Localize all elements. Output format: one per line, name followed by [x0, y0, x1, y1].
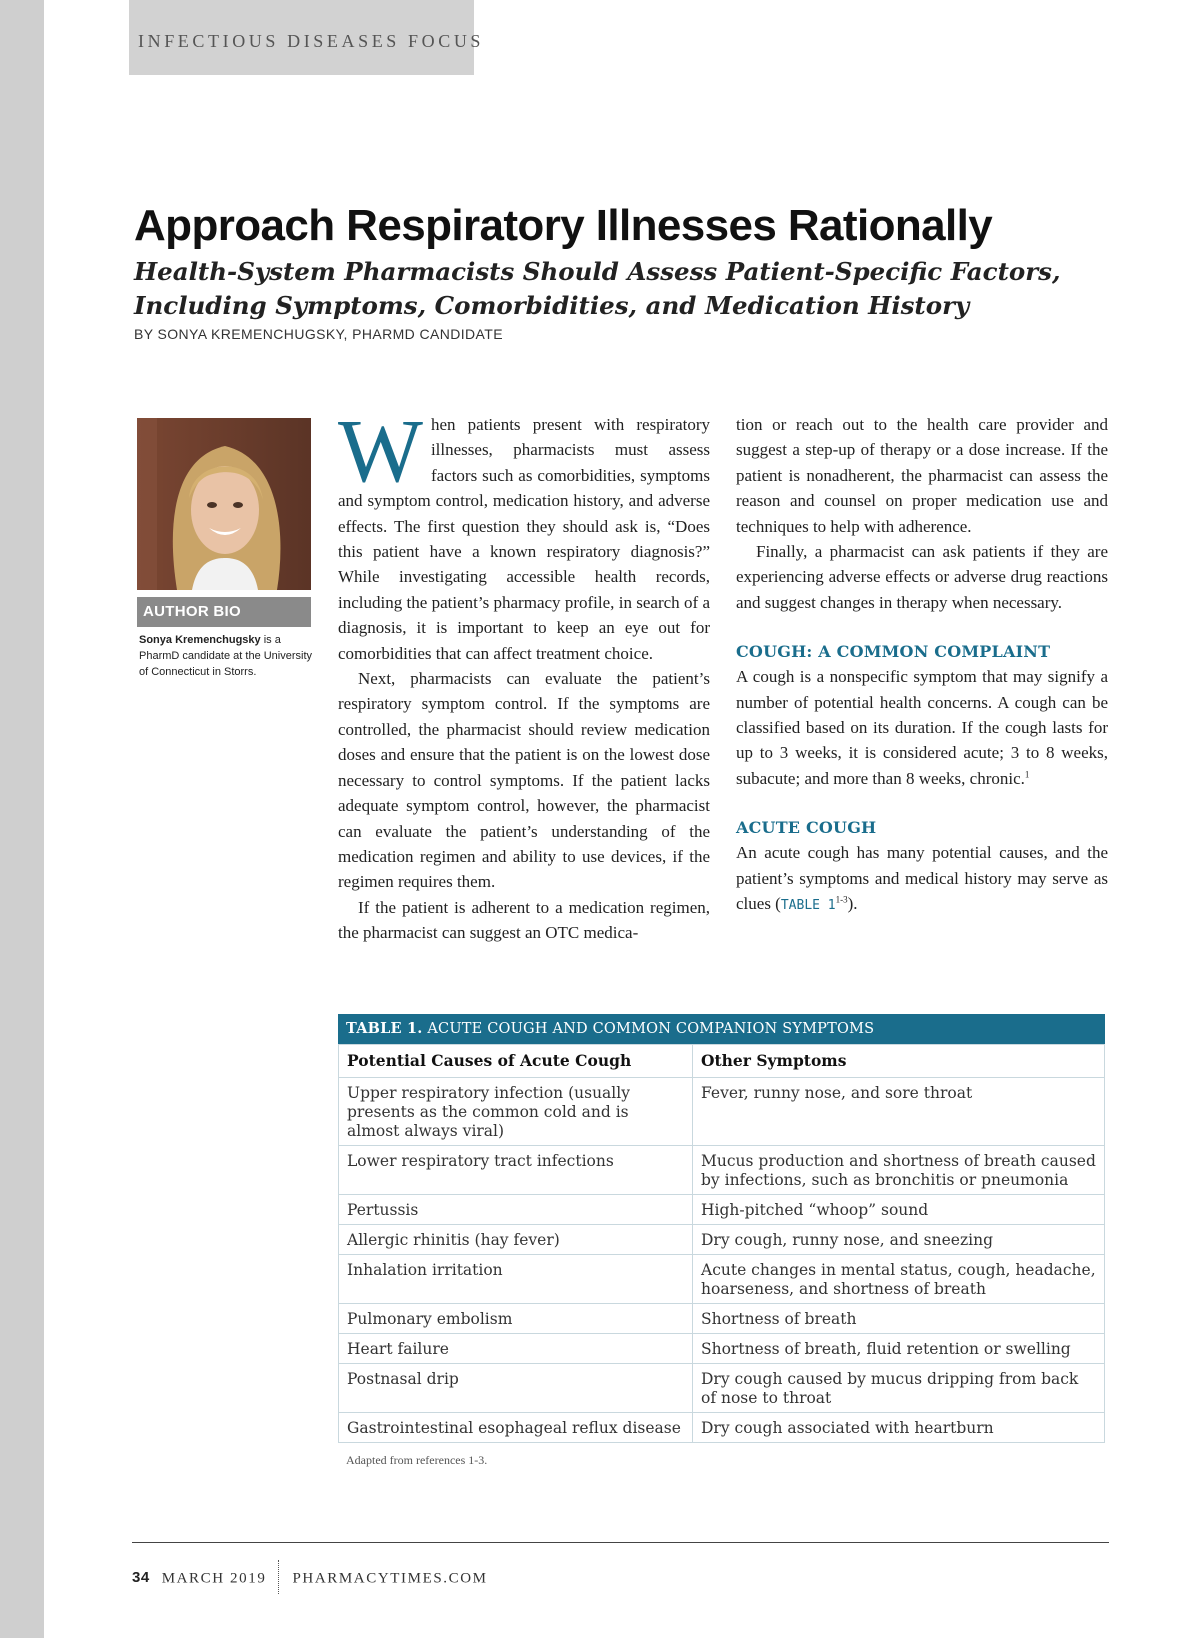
paragraph: tion or reach out to the health care provider and suggest a step-up of therapy or a dose increase. If the patient is nonadherent, the pharmacist can assess the reason and counsel on proper medication use and techniques to help with adherence. — [736, 415, 1108, 536]
author-portrait-image — [137, 418, 311, 590]
table-cell: Dry cough associated with heartburn — [693, 1413, 1105, 1443]
table-source-note: Adapted from references 1-3. — [346, 1453, 488, 1467]
table-cell: Dry cough, runny nose, and sneezing — [693, 1225, 1105, 1255]
table-cell: Shortness of breath, fluid retention or swelling — [693, 1334, 1105, 1364]
table-cell: Dry cough caused by mucus dripping from back of nose to throat — [693, 1364, 1105, 1413]
article-subtitle — [134, 255, 1060, 323]
table-reference-link[interactable]: TABLE 1 — [780, 898, 836, 914]
article-title: Approach Respiratory Illnesses Rationally — [134, 201, 993, 250]
column-header: Potential Causes of Acute Cough — [339, 1045, 693, 1078]
table-header-row — [339, 1045, 1105, 1078]
footer-divider — [132, 1542, 1109, 1543]
table-cell: Postnasal drip — [339, 1364, 693, 1413]
table-cell: Lower respiratory tract infections — [339, 1146, 693, 1195]
table-cell: Gastrointestinal esophageal reflux disease — [339, 1413, 693, 1443]
article-column-1 — [338, 402, 710, 946]
citation: 1 — [1024, 769, 1030, 780]
table-cell: Heart failure — [339, 1334, 693, 1364]
column-header: Other Symptoms — [693, 1045, 1105, 1078]
author-bio-label: AUTHOR BIO — [143, 603, 241, 620]
paragraph-text: An acute cough has many potential causes, and the patient’s symptoms and medical history may serve as clues ( — [736, 843, 1108, 914]
table-title: ACUTE COUGH AND COMMON COMPANION SYMPTOMS — [422, 1021, 875, 1037]
section-heading-acute-cough: ACUTE COUGH — [736, 818, 877, 838]
paragraph-text: A cough is a nonspecific symptom that may signify a number of potential health concerns. A cough can be classified based on its duration. If the cough lasts for up to 3 weeks, it is considered acute; 3 to 8 weeks, subacute; and more than 8 weeks, chronic. — [736, 667, 1108, 788]
page-number: 34 — [132, 1569, 150, 1587]
issue-date: MARCH 2019 — [161, 1570, 267, 1587]
table-row — [339, 1364, 1105, 1413]
table-row — [339, 1255, 1105, 1304]
byline: BY SONYA KREMENCHUGSKY, PHARMD CANDIDATE — [134, 326, 503, 342]
author-name: Sonya Kremenchugsky — [139, 634, 261, 646]
table-cell: Allergic rhinitis (hay fever) — [339, 1225, 693, 1255]
paragraph — [736, 840, 1108, 918]
section-tab-label: INFECTIOUS DISEASES FOCUS — [138, 31, 485, 51]
table-cell: Fever, runny nose, and sore throat — [693, 1078, 1105, 1146]
subtitle-line-1: Health-System Pharmacists Should Assess Patient-Specific Factors, — [134, 257, 1061, 286]
table-row — [339, 1334, 1105, 1364]
table-cell: High-pitched “whoop” sound — [693, 1195, 1105, 1225]
paragraph: If the patient is adherent to a medication regimen, the pharmacist can suggest an OTC medica- — [338, 897, 710, 943]
table-row — [339, 1413, 1105, 1443]
paragraph — [736, 664, 1108, 791]
table-cell: Inhalation irritation — [339, 1255, 693, 1304]
table-cell: Pulmonary embolism — [339, 1304, 693, 1334]
table-cell: Acute changes in mental status, cough, headache, hoarseness, and shortness of breath — [693, 1255, 1105, 1304]
table-cell: Pertussis — [339, 1195, 693, 1225]
table-cell: Upper respiratory infection (usually presents as the common cold and is almost always viral) — [339, 1078, 693, 1146]
table-row — [339, 1225, 1105, 1255]
symptom-table — [338, 1044, 1105, 1443]
table-row — [339, 1078, 1105, 1146]
paragraph: Finally, a pharmacist can ask patients if they are experiencing adverse effects or adverse drug reactions and suggest changes in therapy when necessary. — [736, 542, 1108, 612]
paragraph-intro — [338, 402, 710, 666]
article-column-2 — [736, 412, 1108, 919]
author-bio-header — [137, 597, 311, 627]
table-caption — [338, 1014, 1105, 1044]
drop-cap: W — [338, 402, 423, 501]
website-link[interactable]: PHARMACYTIMES.COM — [292, 1570, 488, 1587]
left-margin-strip — [0, 0, 44, 1638]
table-row — [339, 1304, 1105, 1334]
paragraph-intro-text: hen patients present with respiratory illnesses, pharmacists must assess factors such as comorbidities, symptoms and symptom control, medication history, and adverse effects. The first question they should ask is, “Does this patient have a known respiratory diagnosis?” While investigating accessible health records, including the patient’s pharmacy profile, in search of a diagnosis, it is important to keep an eye out for comorbidities that can affect treatment choice. — [338, 415, 710, 663]
citation: 1-3 — [835, 894, 848, 905]
author-photo — [137, 418, 311, 590]
table-cell: Shortness of breath — [693, 1304, 1105, 1334]
table-row — [339, 1195, 1105, 1225]
table-1 — [338, 1014, 1105, 1468]
section-heading-cough: COUGH: A COMMON COMPLAINT — [736, 642, 1051, 662]
author-bio-description: is a PharmD candidate at the University of Connecticut in Storrs. — [139, 634, 313, 678]
table-label: TABLE 1. — [346, 1020, 423, 1037]
author-bio-text — [139, 632, 317, 680]
footer-separator — [278, 1560, 280, 1594]
paragraph: Next, pharmacists can evaluate the patient’s respiratory symptom control. If the symptoms are controlled, the pharmacist should review medication doses and ensure that the patient is on the lowest dose necessary to control symptoms. If the patient lacks adequate symptom control, however, the pharmacist can evaluate the patient’s understanding of the medication regimen and ability to use devices, if the regimen requires them. — [338, 669, 710, 892]
table-row — [339, 1146, 1105, 1195]
paragraph-text-end: ). — [847, 894, 858, 914]
section-tab — [129, 0, 485, 75]
subtitle-line-2: Including Symptoms, Comorbidities, and Medication History — [134, 291, 970, 320]
page-footer — [132, 1562, 488, 1596]
table-cell: Mucus production and shortness of breath caused by infections, such as bronchitis or pneumonia — [693, 1146, 1105, 1195]
